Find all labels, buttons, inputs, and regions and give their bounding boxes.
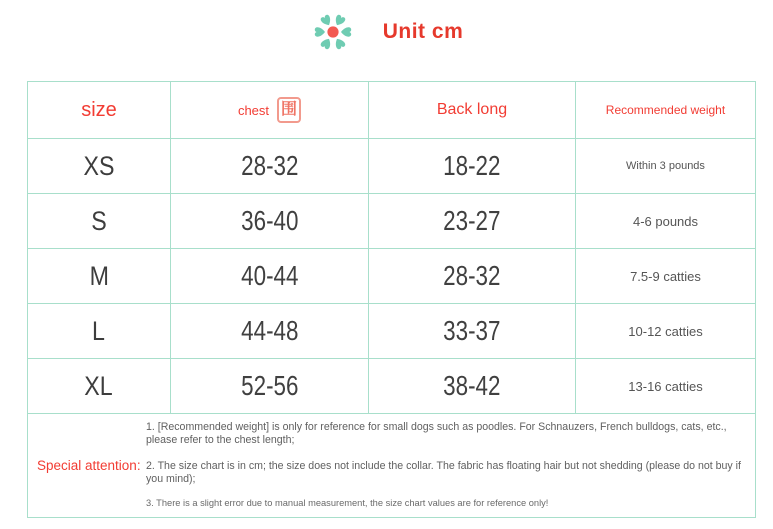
- header-recommended-weight: Recommended weight: [576, 82, 755, 139]
- size-table: [28, 82, 755, 414]
- chest-text: 36-40: [240, 205, 299, 236]
- special-attention-label: Special attention:: [37, 458, 141, 473]
- table-row: [28, 359, 755, 414]
- table-header-row: [28, 82, 755, 139]
- table-row: [28, 304, 755, 359]
- size-text: XL: [84, 370, 114, 401]
- header-size: size: [28, 82, 171, 139]
- back-text: 33-37: [443, 315, 501, 346]
- chest-text: 40-44: [240, 260, 299, 291]
- back-text: 28-32: [443, 260, 501, 291]
- flower-icon: [310, 9, 356, 55]
- size-value: [28, 249, 171, 304]
- chest-text: 52-56: [240, 370, 299, 401]
- weight-value: Within 3 pounds: [576, 139, 755, 194]
- table-row: [28, 249, 755, 304]
- weight-value: 13-16 catties: [576, 359, 755, 414]
- size-value: [28, 304, 171, 359]
- unit-label: Unit cm: [382, 20, 464, 43]
- size-text: M: [89, 260, 109, 291]
- note-item: 3. There is a slight error due to manual measurement, the size chart values are for reference only!: [146, 498, 549, 509]
- back-long-value: [369, 304, 576, 359]
- size-value: [28, 139, 171, 194]
- table-row: [28, 139, 755, 194]
- back-long-value: [369, 194, 576, 249]
- chest-value: [171, 359, 369, 414]
- size-value: [28, 359, 171, 414]
- back-long-value: [369, 359, 576, 414]
- chest-value: [171, 304, 369, 359]
- header-chest-label: chest: [237, 102, 270, 118]
- chest-value: [171, 194, 369, 249]
- chest-text: 44-48: [240, 315, 299, 346]
- chest-value: [171, 139, 369, 194]
- back-long-value: [369, 139, 576, 194]
- page-header: [0, 6, 773, 58]
- back-text: 38-42: [443, 370, 501, 401]
- size-chart-box: [27, 81, 756, 518]
- note-item: 1. [Recommended weight] is only for reference for small dogs such as poodles. For Schnauzers, French bulldogs, cats, etc., please refer to the chest length;: [146, 421, 727, 447]
- header-chest: [171, 82, 369, 139]
- notes-list: [146, 421, 755, 510]
- note-item: 2. The size chart is in cm; the size does not include the collar. The fabric has floating hair but not shedding (please do not buy if you mind);: [146, 459, 741, 485]
- chest-stamp-icon: 围: [277, 97, 301, 123]
- back-long-value: [369, 249, 576, 304]
- weight-value: 4-6 pounds: [576, 194, 755, 249]
- weight-value: 7.5-9 catties: [576, 249, 755, 304]
- size-text: XS: [83, 150, 115, 181]
- size-value: [28, 194, 171, 249]
- chest-text: 28-32: [240, 150, 299, 181]
- size-text: S: [91, 205, 107, 236]
- back-text: 23-27: [443, 205, 501, 236]
- chest-value: [171, 249, 369, 304]
- weight-value: 10-12 catties: [576, 304, 755, 359]
- table-row: [28, 194, 755, 249]
- back-text: 18-22: [443, 150, 501, 181]
- special-attention-section: [28, 414, 755, 517]
- header-back-long: Back long: [369, 82, 576, 139]
- size-text: L: [92, 315, 106, 346]
